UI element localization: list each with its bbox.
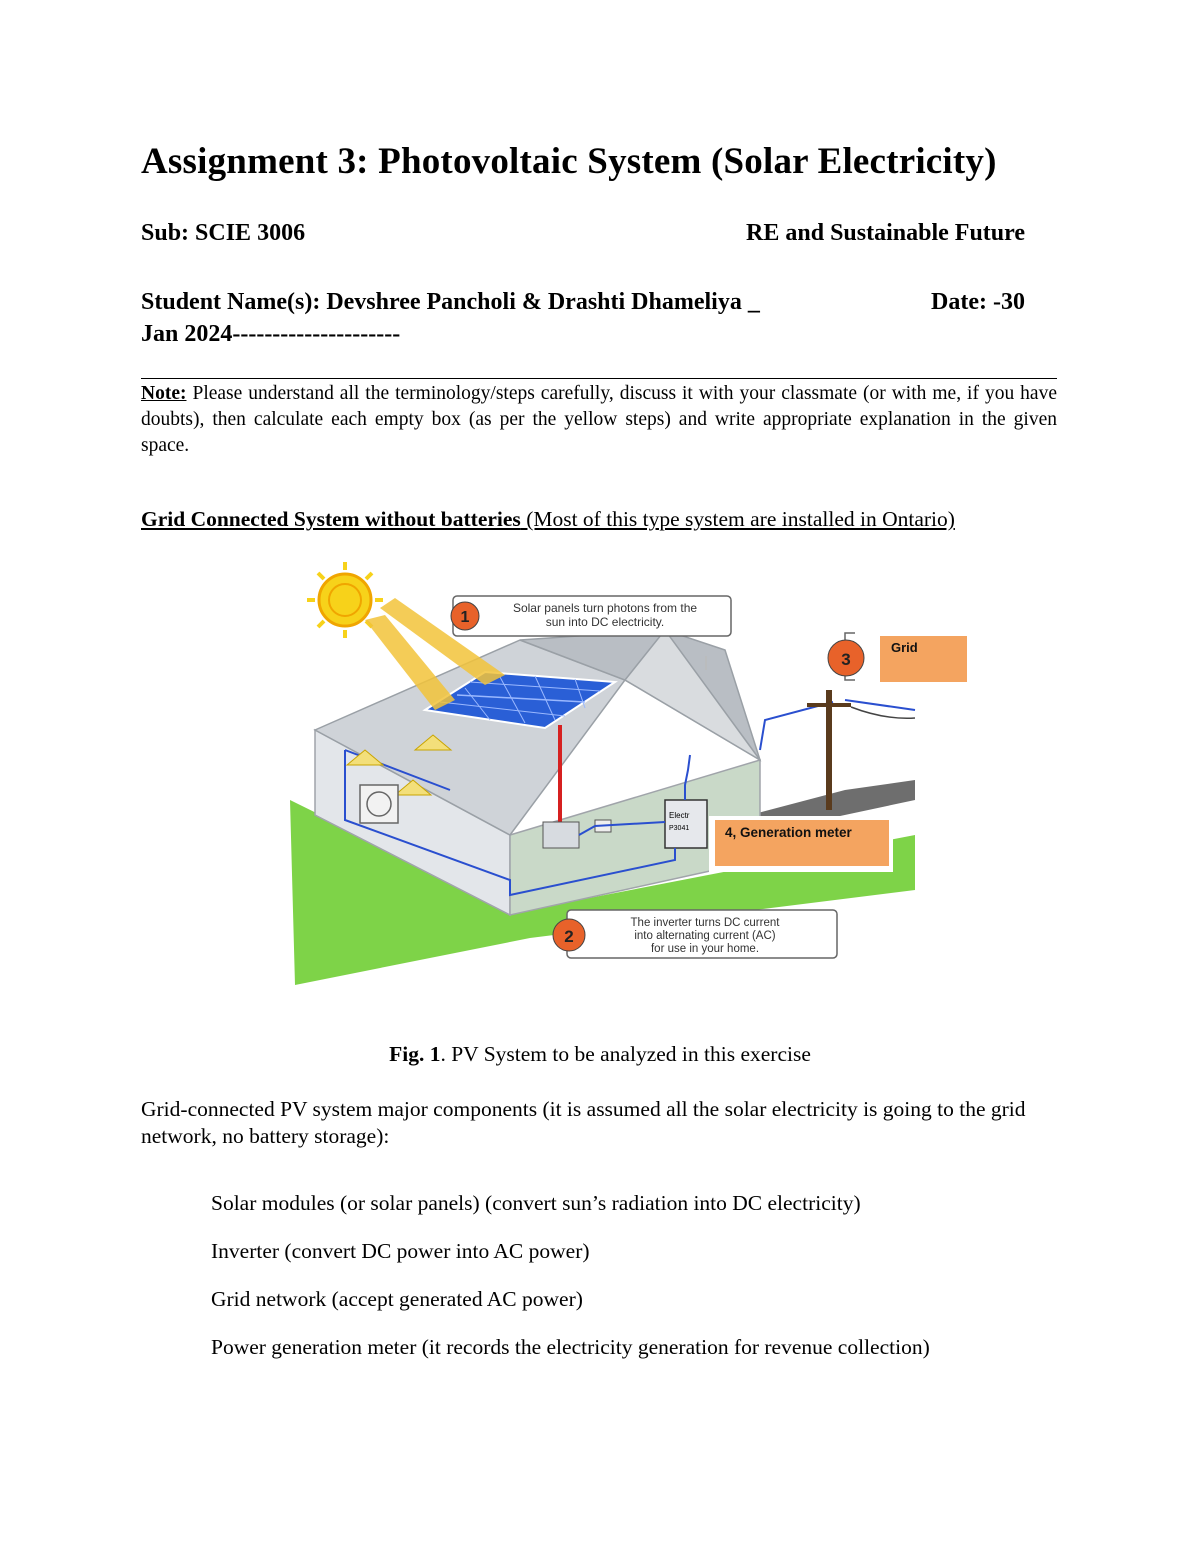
note-text: Please understand all the terminology/steps carefully, discuss it with your classmate (or with me, if you have doubts), then calculate each empty box (as per the yellow steps) and write appropriate explanation in the given space. (141, 383, 1057, 456)
intro-paragraph: Grid-connected PV system major components (it is assumed all the solar electricity is going to the grid network, no battery storage): (141, 1097, 1026, 1148)
date-label: Date: -30 (931, 289, 1025, 315)
svg-text:for use in your home.: for use in your home. (650, 943, 760, 955)
svg-text:1: 1 (460, 609, 470, 626)
svg-text:into alternating current (AC): into alternating current (AC) (634, 930, 776, 942)
svg-text:Solar panels turn photons from: Solar panels turn photons from the (512, 601, 698, 615)
meter-device-icon (665, 800, 707, 848)
note-paragraph (141, 381, 1057, 459)
caption-text: . PV System to be analyzed in this exercise (440, 1042, 811, 1066)
svg-text:4, Generation meter: 4, Generation meter (725, 825, 852, 840)
subject-code: Sub: SCIE 3006 (141, 220, 306, 246)
section-heading-main: Grid Connected System without batteries (141, 507, 521, 531)
svg-text:P3041: P3041 (669, 825, 690, 832)
student-block (141, 286, 1025, 350)
svg-text:Grid: Grid (891, 640, 918, 655)
page-title: Assignment 3: Photovoltaic System (Solar Electricity) (141, 141, 997, 182)
note-label: Note: (141, 383, 187, 404)
svg-text:The inverter turns DC current: The inverter turns DC current (630, 917, 780, 929)
figure-caption (0, 1042, 1200, 1067)
callout-1 (451, 596, 731, 636)
date-continued: Jan 2024--------------------- (141, 321, 401, 347)
student-names: Student Name(s): Devshree Pancholi & Drashti Dhameliya _ (141, 289, 760, 315)
caption-label: Fig. 1 (389, 1042, 441, 1066)
course-name: RE and Sustainable Future (746, 220, 1025, 246)
inverter-icon (543, 822, 579, 848)
component-item: Inverter (convert DC power into AC power) (211, 1239, 590, 1263)
air-conditioner-icon (360, 785, 398, 823)
svg-text:Electr: Electr (669, 811, 690, 820)
svg-text:sun into DC electricity.: sun into DC electricity. (545, 615, 665, 629)
component-item: Power generation meter (it records the electricity generation for revenue collection) (211, 1335, 930, 1359)
section-heading (141, 507, 955, 532)
generation-meter-label (709, 816, 893, 872)
svg-text:3: 3 (841, 650, 851, 669)
pv-system-figure (285, 560, 975, 990)
svg-text:2: 2 (564, 927, 574, 946)
section-heading-suffix: (Most of this type system are installed in Ontario) (520, 507, 955, 531)
header-divider (141, 378, 1057, 379)
component-item: Solar modules (or solar panels) (convert sun’s radiation into DC electricity) (211, 1191, 861, 1215)
component-item: Grid network (accept generated AC power) (211, 1287, 583, 1311)
callout-3-grid (828, 632, 975, 688)
callout-2 (553, 910, 837, 958)
